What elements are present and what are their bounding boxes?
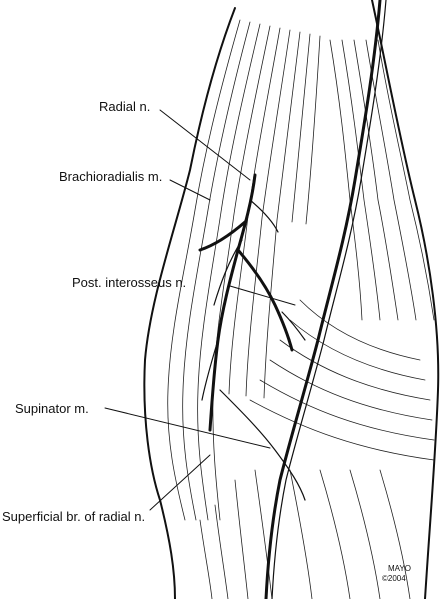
label-superficial-br: Superficial br. of radial n. [2,509,146,524]
label-supinator-m: Supinator m. [15,401,89,416]
brachioradialis-muscle [168,20,320,520]
leader-superficial-br [150,455,210,510]
limb-outline-right [372,0,438,599]
leader-radial-n [160,110,250,180]
leader-supinator [105,408,270,448]
extensor-muscles [250,40,434,460]
label-brachioradialis-m: Brachioradialis m. [59,169,163,184]
leader-brachioradialis [170,180,210,200]
label-radial-n: Radial n. [99,99,151,114]
credit-year: ©2004 [382,574,406,583]
label-post-interosseus-n: Post. interosseus n. [72,275,187,290]
artery [266,0,380,599]
leader-post-interosseus [230,286,295,305]
credit-org: MAYO [388,564,411,573]
forearm-tendons [200,470,410,599]
